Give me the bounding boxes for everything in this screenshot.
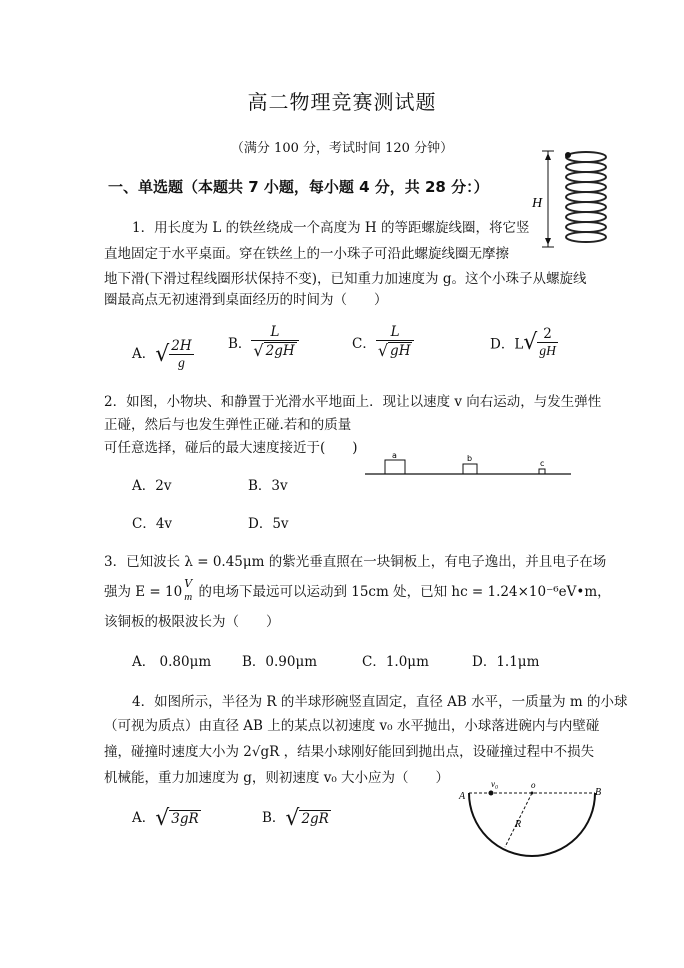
q4-line-2: （可视为质点）由直径 AB 上的某点以初速度 v₀ 水平抛出，小球落进碗内与内壁碰 xyxy=(104,718,600,734)
q1-line-1: 1．用长度为 L 的铁丝绕成一个高度为 H 的等距螺旋线圈，将它竖 xyxy=(132,220,530,236)
q4-line-4: 机械能，重力加速度为 g，则初速度 v₀ 大小应为（ ） xyxy=(104,770,450,786)
q4-line-1: 4．如图所示，半径为 R 的半球形碗竖直固定，直径 AB 水平，一质量为 m 的小球 xyxy=(132,694,628,710)
coil-height-label: H xyxy=(532,196,543,211)
q3-line-1: 3．已知波长 λ = 0.45μm 的紫光垂直照在一块铜板上，有电子逸出，并且电子在场 xyxy=(104,554,607,570)
ball-icon xyxy=(489,791,494,796)
q1-option-d[interactable]: D．L√ $\frac{2}{gH}$ xyxy=(490,326,556,358)
block-a-label: a xyxy=(392,451,397,460)
section-heading: 一、单选题（本题共 7 小题，每小题 4 分，共 28 分：） xyxy=(108,178,489,196)
hemisphere-bowl-figure xyxy=(455,775,605,875)
block-b-label: b xyxy=(467,454,473,463)
q1-option-c[interactable]: C． $\frac{L}{√ gH}$ xyxy=(352,324,414,360)
spiral-coil-figure xyxy=(530,145,610,255)
blocks-figure xyxy=(365,450,575,480)
radius-label: R xyxy=(515,819,522,830)
q3-option-b[interactable]: B．0.90μm xyxy=(242,654,318,670)
q1-option-a[interactable]: A．√ $\frac{2H}{g}$ xyxy=(132,338,192,370)
subtitle: （满分 100 分，考试时间 120 分钟） xyxy=(230,141,454,156)
q2-line-2: 正碰，然后与也发生弹性正碰.若和的质量 xyxy=(104,417,352,433)
q2-option-b[interactable]: B．3v xyxy=(248,478,288,494)
q2-line-3: 可任意选择，碰后的最大速度接近于( ) xyxy=(104,440,358,456)
page-title: 高二物理竞赛测试题 xyxy=(247,90,437,114)
bead-icon xyxy=(565,152,571,158)
q4-option-b[interactable]: B．√ 2gR xyxy=(262,806,329,831)
q3-line-2: 强为 E = 10 V m 的电场下最远可以运动到 15cm 处，已知 hc = 1.24×10⁻⁶eV•m， xyxy=(104,576,611,603)
q2-option-c[interactable]: C．4v xyxy=(132,516,173,532)
q1-option-b[interactable]: B． $\frac{L}{√ 2gH}$ xyxy=(228,324,299,360)
v0-label: v₀ xyxy=(491,779,499,789)
q2-line-1: 2．如图，小物块、和静置于光滑水平地面上．现让以速度 v 向右运动，与发生弹性 xyxy=(104,394,602,410)
point-a-label: A xyxy=(459,791,466,802)
q1-line-4: 圈最高点无初速滑到桌面经历的时间为（ ） xyxy=(104,292,388,308)
q2-option-d[interactable]: D．5v xyxy=(248,516,289,532)
q4-line-3: 撞，碰撞时速度大小为 2√gR ，结果小球刚好能回到抛出点，设碰撞过程中不损失 xyxy=(104,744,595,760)
q2-option-a[interactable]: A．2v xyxy=(132,478,172,494)
q3-option-d[interactable]: D．1.1μm xyxy=(472,654,540,670)
block-c-label: c xyxy=(540,459,545,468)
center-o-label: o xyxy=(531,780,536,790)
q1-line-3: 地下滑(下滑过程线圈形状保持不变)，已知重力加速度为 g。这个小珠子从螺旋线 xyxy=(104,271,587,287)
q1-line-2: 直地固定于水平桌面。穿在铁丝上的一小珠子可沿此螺旋线圈无摩擦 xyxy=(104,246,509,262)
q3-option-c[interactable]: C．1.0μm xyxy=(362,654,429,670)
point-b-label: B xyxy=(595,787,602,798)
q4-option-a[interactable]: A．√ 3gR xyxy=(132,806,199,831)
q3-line-3: 该铜板的极限波长为（ ） xyxy=(104,614,280,630)
q3-option-a[interactable]: A． 0.80μm xyxy=(132,654,212,670)
